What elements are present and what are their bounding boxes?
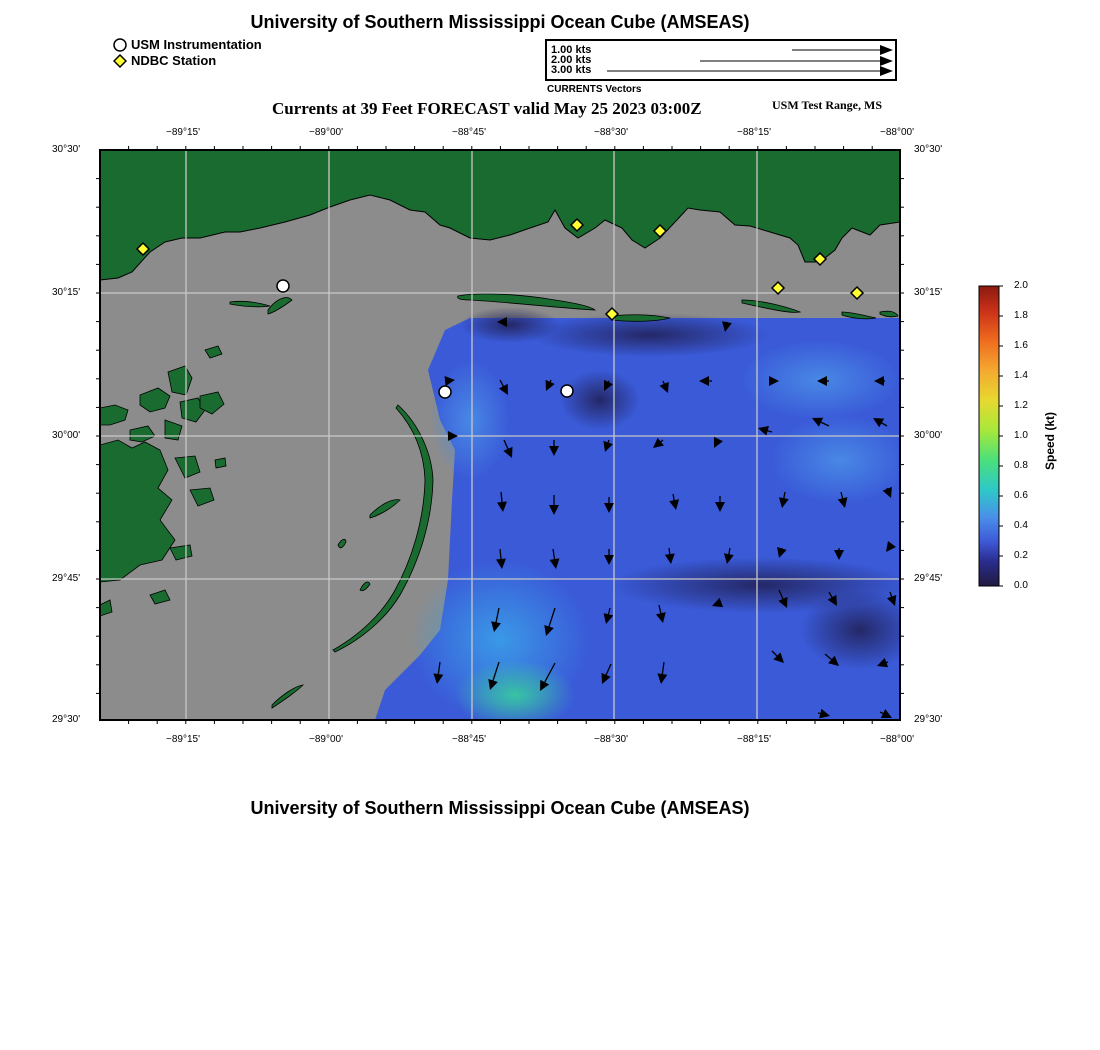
forecast-subtitle: Currents at 39 Feet FORECAST valid May 25 2023 03:00Z (272, 99, 702, 118)
usm-station-marker[interactable] (439, 386, 451, 398)
colorbar-tick: 1.4 (1014, 370, 1028, 381)
colorbar-tick: 0.0 (1014, 580, 1028, 591)
lat-tick-label: 30°15' (914, 287, 943, 298)
usm-station-marker[interactable] (277, 280, 289, 292)
ndbc-legend-label: NDBC Station (131, 53, 217, 68)
lon-tick-label: −88°30' (594, 734, 628, 745)
colorbar-tick: 1.0 (1014, 430, 1028, 441)
lat-tick-label: 29°30' (52, 714, 81, 725)
lon-tick-label: −88°00' (880, 734, 914, 745)
lon-tick-label: −88°15' (737, 734, 771, 745)
speed-colorbar (975, 282, 1005, 590)
colorbar-tick: 0.2 (1014, 550, 1028, 561)
lat-tick-label: 30°00' (52, 430, 81, 441)
lat-tick-label: 30°15' (52, 287, 81, 298)
vector-legend-caption: CURRENTS Vectors (547, 84, 642, 95)
map-title: University of Southern Mississippi Ocean Cube (AMSEAS) (250, 12, 750, 32)
vector-label-2: 2.00 kts (551, 54, 592, 66)
usm-legend-label: USM Instrumentation (131, 37, 262, 52)
lon-tick-label: −88°15' (737, 127, 771, 138)
usm-station-marker[interactable] (561, 385, 573, 397)
colorbar-tick: 0.4 (1014, 520, 1028, 531)
lat-tick-label: 29°30' (914, 714, 943, 725)
vector-label-1: 1.00 kts (551, 44, 592, 56)
vector-label-3: 3.00 kts (551, 64, 592, 76)
lon-tick-label: −89°15' (166, 127, 200, 138)
lat-tick-label: 30°30' (52, 144, 81, 155)
region-label: USM Test Range, MS (772, 98, 883, 112)
colorbar-tick: 2.0 (1014, 280, 1028, 291)
lon-tick-label: −88°30' (594, 127, 628, 138)
colorbar-tick: 0.8 (1014, 460, 1028, 471)
lon-tick-label: −88°45' (452, 734, 486, 745)
map-area (100, 150, 920, 730)
colorbar-tick: 1.8 (1014, 310, 1028, 321)
lat-tick-label: 30°30' (914, 144, 943, 155)
colorbar-tick: 0.6 (1014, 490, 1028, 501)
lat-tick-label: 29°45' (52, 573, 81, 584)
lon-tick-label: −88°45' (452, 127, 486, 138)
footer-title: University of Southern Mississippi Ocean Cube (AMSEAS) (250, 798, 750, 818)
lon-tick-label: −88°00' (880, 127, 914, 138)
colorbar-tick: 1.6 (1014, 340, 1028, 351)
lat-tick-label: 30°00' (914, 430, 943, 441)
lat-tick-label: 29°45' (914, 573, 943, 584)
speed-field (375, 307, 920, 730)
colorbar-tick: 1.2 (1014, 400, 1028, 411)
lon-tick-label: −89°00' (309, 734, 343, 745)
lon-tick-label: −89°15' (166, 734, 200, 745)
lon-tick-label: −89°00' (309, 127, 343, 138)
colorbar-label: Speed (kt) (1043, 411, 1057, 470)
